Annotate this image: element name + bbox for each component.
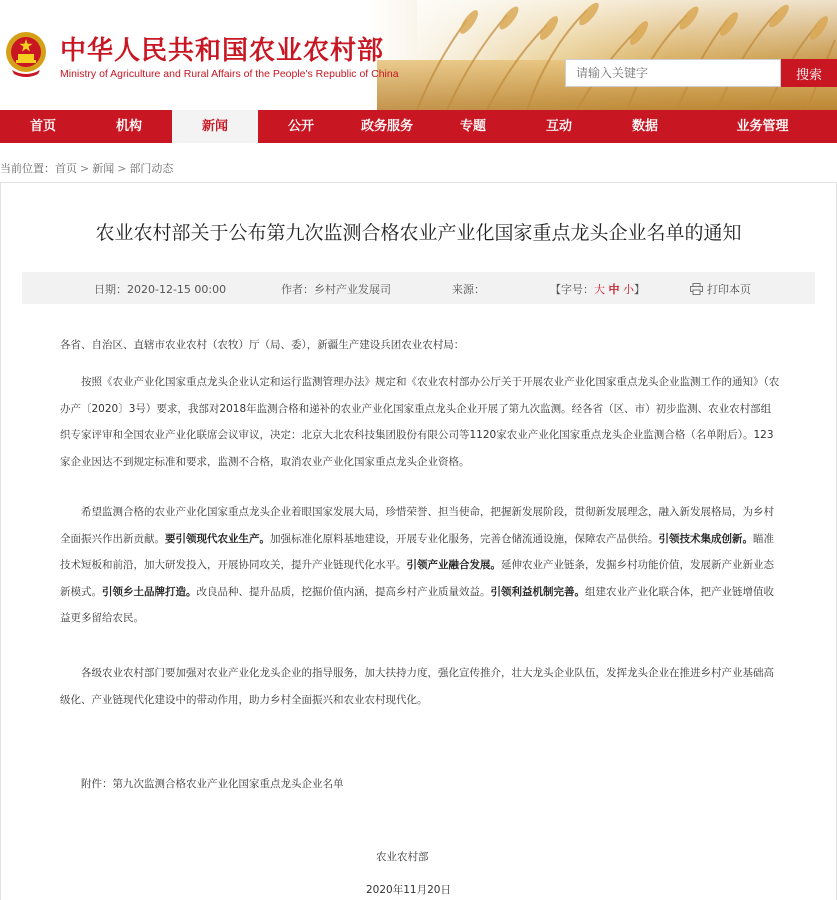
article-paragraph-1: 按照《农业产业化国家重点龙头企业认定和运行监测管理办法》规定和《农业农村部办公厅关于开展农业产业化国家重点龙头企业监测工作的通知》（农办产〔2020〕3号）要求，我部对2018年监测合格和递补的农业产业化国家重点龙头企业开展了第九次监测。经各省（区、市）初步监测、农业农村部组织专家评审和全国农业产业化联席会议审议，决定：北京大北农科技集团股份有限公司等1120家农业产业化国家重点龙头企业监测合格（名单附后）。123家企业因达不到规定标准和要求，监测不合格，取消农业产业化国家重点龙头企业资格。	[60, 376, 780, 468]
breadcrumb-department-news[interactable]: 部门动态	[129, 162, 174, 175]
printer-icon	[690, 283, 703, 295]
breadcrumb-news[interactable]: 新闻	[92, 162, 115, 175]
font-size-close: 】	[634, 283, 645, 296]
article-salutation: 各省、自治区、直辖市农业农村（农牧）厅（局、委），新疆生产建设兵团农业农村局：	[60, 339, 465, 351]
nav-item-business[interactable]: 业务管理	[736, 119, 789, 134]
body-text: 组建农业产业化联合体，把产业链增值收益更多留给农民。	[60, 585, 774, 624]
breadcrumb-separator: >	[80, 162, 90, 175]
nav-item-home[interactable]: 首页	[29, 119, 56, 134]
search-button[interactable]: 搜索	[781, 59, 837, 87]
article-paragraph-2	[60, 499, 780, 632]
nav-item-topics[interactable]: 专题	[459, 119, 486, 134]
nav-item-news[interactable]: 新闻	[172, 110, 258, 143]
emphasis-text: 要引领现代农业生产。	[165, 532, 270, 545]
emphasis-text: 引领利益机制完善。	[490, 585, 585, 598]
breadcrumb-separator: >	[117, 162, 127, 175]
nav-item-institutions[interactable]: 机构	[115, 119, 142, 134]
article-sign-date: 2020年11月20日	[366, 884, 451, 896]
nav-item-data[interactable]: 数据	[631, 119, 658, 134]
article-source: 来源：	[452, 283, 485, 296]
print-button[interactable]	[690, 281, 751, 297]
font-size-large-button[interactable]: 大	[594, 283, 605, 296]
emphasis-text: 引领技术集成创新。	[658, 532, 753, 545]
font-size-control	[550, 281, 645, 297]
print-label: 打印本页	[707, 283, 751, 296]
article-title: 农业农村部关于公布第九次监测合格农业产业化国家重点龙头企业名单的通知	[95, 222, 742, 244]
nav-item-public[interactable]: 公开	[287, 119, 314, 134]
site-logo-subtitle: Ministry of Agriculture and Rural Affairs of the People's Republic of China	[60, 68, 399, 80]
breadcrumb	[0, 160, 173, 176]
font-size-small-button[interactable]: 小	[623, 283, 634, 296]
national-emblem-icon	[4, 30, 48, 78]
breadcrumb-home[interactable]: 首页	[55, 162, 77, 175]
font-size-label: 【字号：	[550, 283, 594, 296]
emphasis-text: 引领乡土品牌打造。	[102, 585, 197, 598]
main-nav	[0, 110, 837, 143]
body-text: 瞄准技术短板和前沿，加大研发投入，开展协同攻关，提升产业链现代化水平。	[60, 532, 774, 571]
article-date: 日期：2020-12-15 00:00	[94, 283, 227, 296]
font-size-medium-button[interactable]: 中	[608, 283, 620, 296]
body-text: 改良品种、提升品质，挖掘价值内涵，提高乡村产业质量效益。	[196, 585, 491, 598]
emphasis-text: 引领产业融合发展。	[406, 559, 501, 571]
site-logo-title[interactable]: 中华人民共和国农业农村部	[60, 36, 385, 66]
wheat-field-background	[377, 0, 837, 110]
article-paragraph-3: 各级农业农村部门要加强对农业产业化龙头企业的指导服务，加大扶持力度，强化宣传推介，壮大龙头企业队伍，发挥龙头企业在推进乡村产业基础高级化、产业链现代化建设中的带动作用，助力乡村全面振兴和农业农村现代化。	[60, 667, 774, 706]
article-author: 作者：乡村产业发展司	[281, 283, 391, 296]
article-attachment: 附件：第九次监测合格农业产业化国家重点龙头企业名单	[81, 778, 344, 790]
body-text: 延伸农业产业链条，发掘乡村功能价值，发展新产业新业态新模式。	[60, 559, 774, 598]
header-banner	[0, 0, 837, 110]
nav-item-services[interactable]: 政务服务	[360, 119, 413, 134]
search-input[interactable]	[565, 59, 781, 87]
nav-item-interaction[interactable]: 互动	[545, 119, 572, 134]
body-text: 加强标准化原料基地建设，开展专业化服务，完善仓储流通设施，保障农产品供给。	[270, 532, 659, 545]
article-meta-bar	[22, 272, 815, 304]
body-text: 希望监测合格的农业产业化国家重点龙头企业着眼国家发展大局，珍惜荣誉、担当使命，把握新发展阶段，贯彻新发展理念，融入新发展格局，为乡村全面振兴作出新贡献。	[60, 506, 774, 545]
breadcrumb-label: 当前位置：	[0, 162, 55, 175]
article-signer: 农业农村部	[376, 851, 429, 863]
